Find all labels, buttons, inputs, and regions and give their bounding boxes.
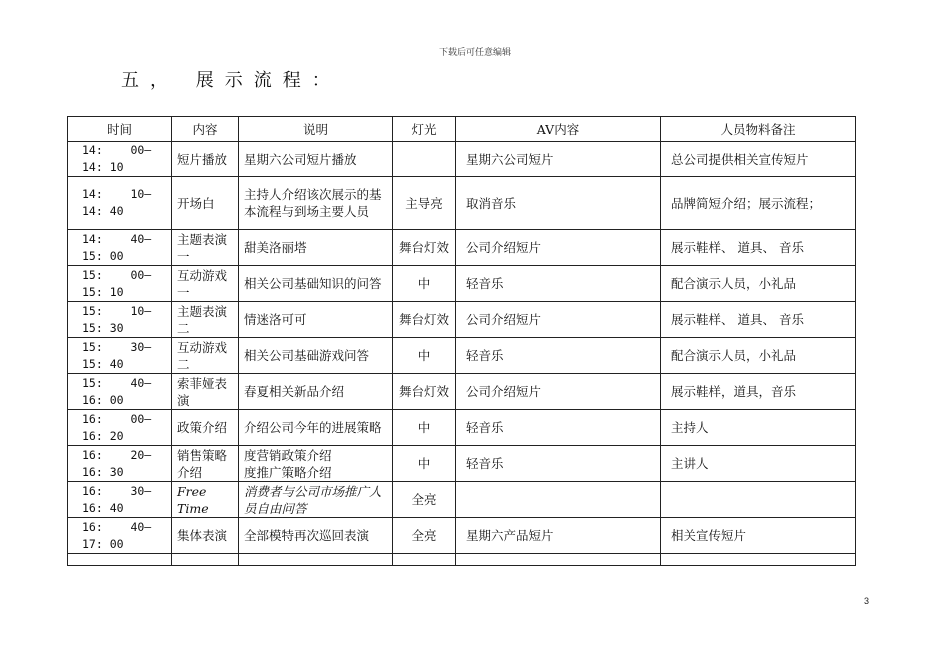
cell-time: 16: 30— 16: 40 (68, 482, 172, 518)
cell-av (456, 482, 661, 518)
header-content: 内容 (172, 117, 239, 142)
table-row (68, 446, 856, 482)
cell-remarks: 展示鞋样、 道具、 音乐 (661, 302, 856, 338)
cell-lighting (393, 142, 456, 177)
table-row (68, 374, 856, 410)
cell-content: 互动游戏一 (172, 266, 239, 302)
cell-lighting: 中 (393, 446, 456, 482)
cell-remarks: 主讲人 (661, 446, 856, 482)
cell-content: 短片播放 (172, 142, 239, 177)
cell-remarks: 配合演示人员，小礼品 (661, 266, 856, 302)
header-lighting: 灯光 (393, 117, 456, 142)
cell-lighting: 全亮 (393, 518, 456, 554)
cell-description: 度营销政策介绍 度推广策略介绍 (239, 446, 393, 482)
cell-description: 星期六公司短片播放 (239, 142, 393, 177)
cell-remarks: 展示鞋样、 道具、 音乐 (661, 230, 856, 266)
cell-av: 轻音乐 (456, 446, 661, 482)
cell-description: 消费者与公司市场推广人员自由问答 (239, 482, 393, 518)
cell-time (68, 554, 172, 566)
table-row (68, 230, 856, 266)
cell-av: 轻音乐 (456, 338, 661, 374)
table-row (68, 177, 856, 230)
table-row (68, 266, 856, 302)
table-row (68, 410, 856, 446)
cell-remarks (661, 554, 856, 566)
header-description: 说明 (239, 117, 393, 142)
cell-description: 情迷洛可可 (239, 302, 393, 338)
table-row (68, 142, 856, 177)
cell-remarks: 展示鞋样，道具，音乐 (661, 374, 856, 410)
cell-remarks: 配合演示人员，小礼品 (661, 338, 856, 374)
table-row (68, 482, 856, 518)
cell-content: 销售策略介绍 (172, 446, 239, 482)
cell-time: 16: 40— 17: 00 (68, 518, 172, 554)
table-row (68, 518, 856, 554)
cell-time: 16: 00— 16: 20 (68, 410, 172, 446)
cell-lighting: 舞台灯效 (393, 374, 456, 410)
cell-av: 星期六产品短片 (456, 518, 661, 554)
table-row (68, 554, 856, 566)
table-row (68, 338, 856, 374)
cell-time: 15: 10— 15: 30 (68, 302, 172, 338)
cell-description: 相关公司基础知识的问答 (239, 266, 393, 302)
cell-remarks: 品牌简短介绍；展示流程； (661, 177, 856, 230)
section-title: 五， 展示流程： (121, 70, 341, 91)
cell-content: 政策介绍 (172, 410, 239, 446)
header-av: AV内容 (456, 117, 661, 142)
schedule-table (67, 116, 856, 566)
cell-lighting: 中 (393, 266, 456, 302)
table-row (68, 302, 856, 338)
cell-av: 星期六公司短片 (456, 142, 661, 177)
cell-content: 开场白 (172, 177, 239, 230)
cell-time: 15: 00— 15: 10 (68, 266, 172, 302)
cell-description (239, 554, 393, 566)
cell-time: 16: 20— 16: 30 (68, 446, 172, 482)
cell-lighting: 主导亮 (393, 177, 456, 230)
cell-time: 14: 40— 15: 00 (68, 230, 172, 266)
header-note: 下载后可任意编辑 (438, 48, 511, 58)
cell-av: 轻音乐 (456, 266, 661, 302)
cell-time: 15: 40— 16: 00 (68, 374, 172, 410)
cell-description: 相关公司基础游戏问答 (239, 338, 393, 374)
cell-av: 公司介绍短片 (456, 374, 661, 410)
cell-remarks: 相关宣传短片 (661, 518, 856, 554)
cell-av: 公司介绍短片 (456, 302, 661, 338)
cell-lighting: 中 (393, 410, 456, 446)
cell-description: 介绍公司今年的进展策略 (239, 410, 393, 446)
cell-lighting: 舞台灯效 (393, 230, 456, 266)
header-time: 时间 (68, 117, 172, 142)
cell-content: 主题表演一 (172, 230, 239, 266)
cell-description: 甜美洛丽塔 (239, 230, 393, 266)
cell-content (172, 554, 239, 566)
cell-description: 春夏相关新品介绍 (239, 374, 393, 410)
cell-av: 公司介绍短片 (456, 230, 661, 266)
cell-av: 轻音乐 (456, 410, 661, 446)
cell-content: 主题表演二 (172, 302, 239, 338)
cell-av: 取消音乐 (456, 177, 661, 230)
cell-description: 主持人介绍该次展示的基本流程与到场主要人员 (239, 177, 393, 230)
cell-time: 14: 10— 14: 40 (68, 177, 172, 230)
cell-content: Free Time (172, 482, 239, 518)
cell-time: 15: 30— 15: 40 (68, 338, 172, 374)
cell-lighting (393, 554, 456, 566)
table-header-row (68, 117, 856, 142)
cell-lighting: 全亮 (393, 482, 456, 518)
cell-remarks (661, 482, 856, 518)
cell-content: 互动游戏二 (172, 338, 239, 374)
cell-content: 索菲娅表演 (172, 374, 239, 410)
page-number: 3 (864, 596, 870, 606)
cell-description: 全部模特再次巡回表演 (239, 518, 393, 554)
cell-remarks: 主持人 (661, 410, 856, 446)
cell-av (456, 554, 661, 566)
cell-lighting: 舞台灯效 (393, 302, 456, 338)
cell-content: 集体表演 (172, 518, 239, 554)
header-remarks: 人员物料备注 (661, 117, 856, 142)
cell-time: 14: 00— 14: 10 (68, 142, 172, 177)
cell-remarks: 总公司提供相关宣传短片 (661, 142, 856, 177)
cell-lighting: 中 (393, 338, 456, 374)
